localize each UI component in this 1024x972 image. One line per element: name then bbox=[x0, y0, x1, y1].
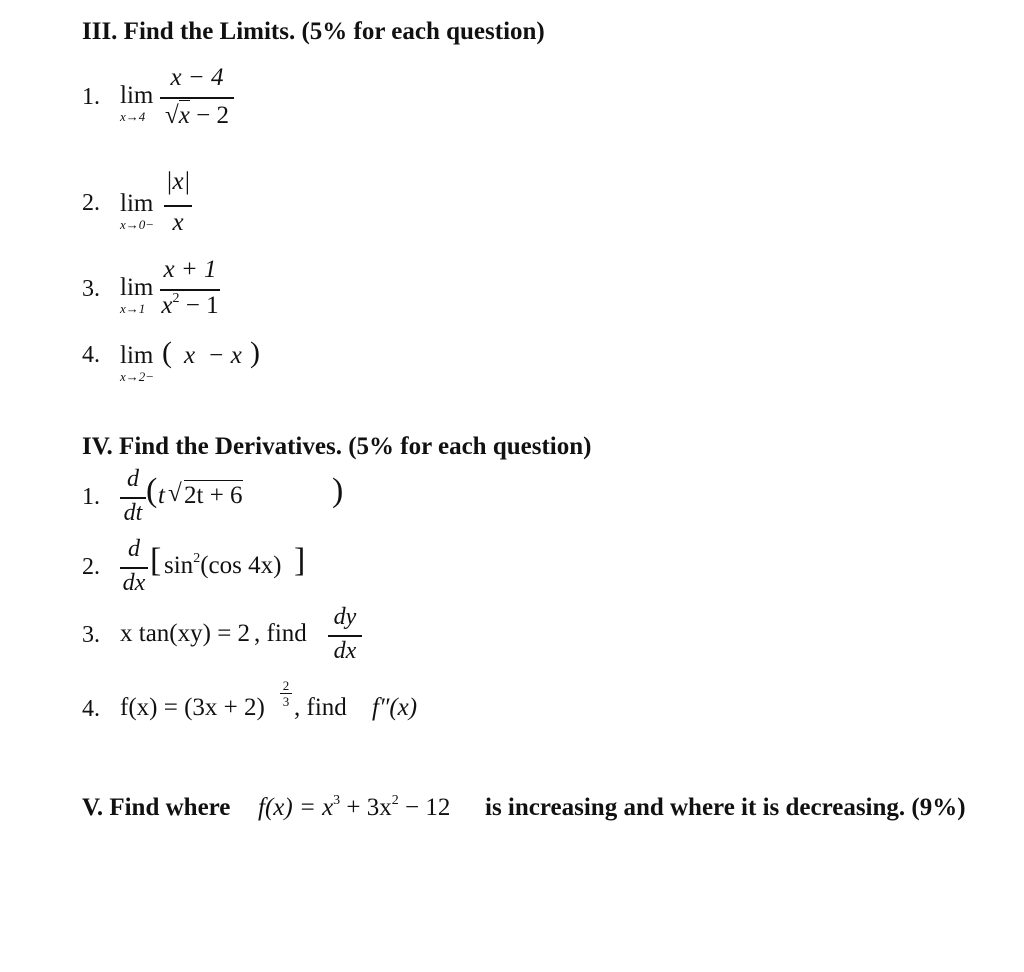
limit-fraction: x − 4 √x − 2 bbox=[160, 64, 234, 136]
radicand: 2t + 6 bbox=[184, 482, 243, 509]
variable-t: t bbox=[158, 482, 165, 509]
section-5-lead: V. Find where bbox=[82, 794, 231, 821]
limit-fraction: x + 1 $x^2 - 1$ bbox=[161, 256, 219, 319]
question-number: 3. bbox=[82, 622, 100, 648]
limit-operator: lim x→4 bbox=[120, 82, 154, 124]
derivative-operator: d dx bbox=[120, 536, 148, 600]
open-bracket: [ bbox=[150, 542, 162, 579]
close-paren: ) bbox=[332, 472, 344, 509]
derivative-operator: d dt bbox=[120, 466, 146, 530]
question-number: 4. bbox=[82, 342, 100, 368]
open-paren: ( bbox=[162, 336, 172, 369]
find-text: , find bbox=[254, 620, 307, 647]
sqrt-symbol: √ bbox=[168, 480, 182, 507]
close-paren: ) bbox=[250, 336, 260, 369]
section-4-heading: IV. Find the Derivatives. (5% for each question) bbox=[82, 433, 592, 460]
question-number: 2. bbox=[82, 554, 100, 580]
section-3-heading: III. Find the Limits. (5% for each question) bbox=[82, 18, 545, 45]
question-number: 2. bbox=[82, 190, 100, 216]
question-number: 3. bbox=[82, 276, 100, 302]
implicit-equation: x tan(xy) = 2 bbox=[120, 620, 251, 647]
fractional-exponent: 2 3 bbox=[280, 678, 292, 708]
limit-fraction: |x| x bbox=[165, 168, 191, 236]
question-number: 4. bbox=[82, 696, 100, 722]
question-number: 1. bbox=[82, 484, 100, 510]
target-derivative: f″(x) bbox=[372, 694, 418, 721]
cubic-function: $f(x) = x^3 + 3x^2 - 12$ bbox=[258, 793, 451, 821]
limit-operator: lim x→1 bbox=[120, 274, 154, 316]
question-number: 1. bbox=[82, 84, 100, 110]
limit-body: x − x bbox=[184, 342, 242, 369]
open-paren: ( bbox=[146, 472, 158, 509]
limit-operator: lim x→0− bbox=[120, 190, 155, 232]
find-text: , find bbox=[294, 694, 347, 721]
close-bracket: ] bbox=[294, 542, 306, 579]
sine-function: $\sin^2(\cos$ 4x) bbox=[164, 551, 282, 579]
section-5-tail: is increasing and where it is decreasing. (9%) bbox=[485, 794, 966, 821]
dy-dx-fraction: dy dx bbox=[328, 604, 362, 668]
limit-operator: lim x→2− bbox=[120, 342, 155, 384]
function-definition: f(x) = (3x + 2) bbox=[120, 694, 265, 721]
